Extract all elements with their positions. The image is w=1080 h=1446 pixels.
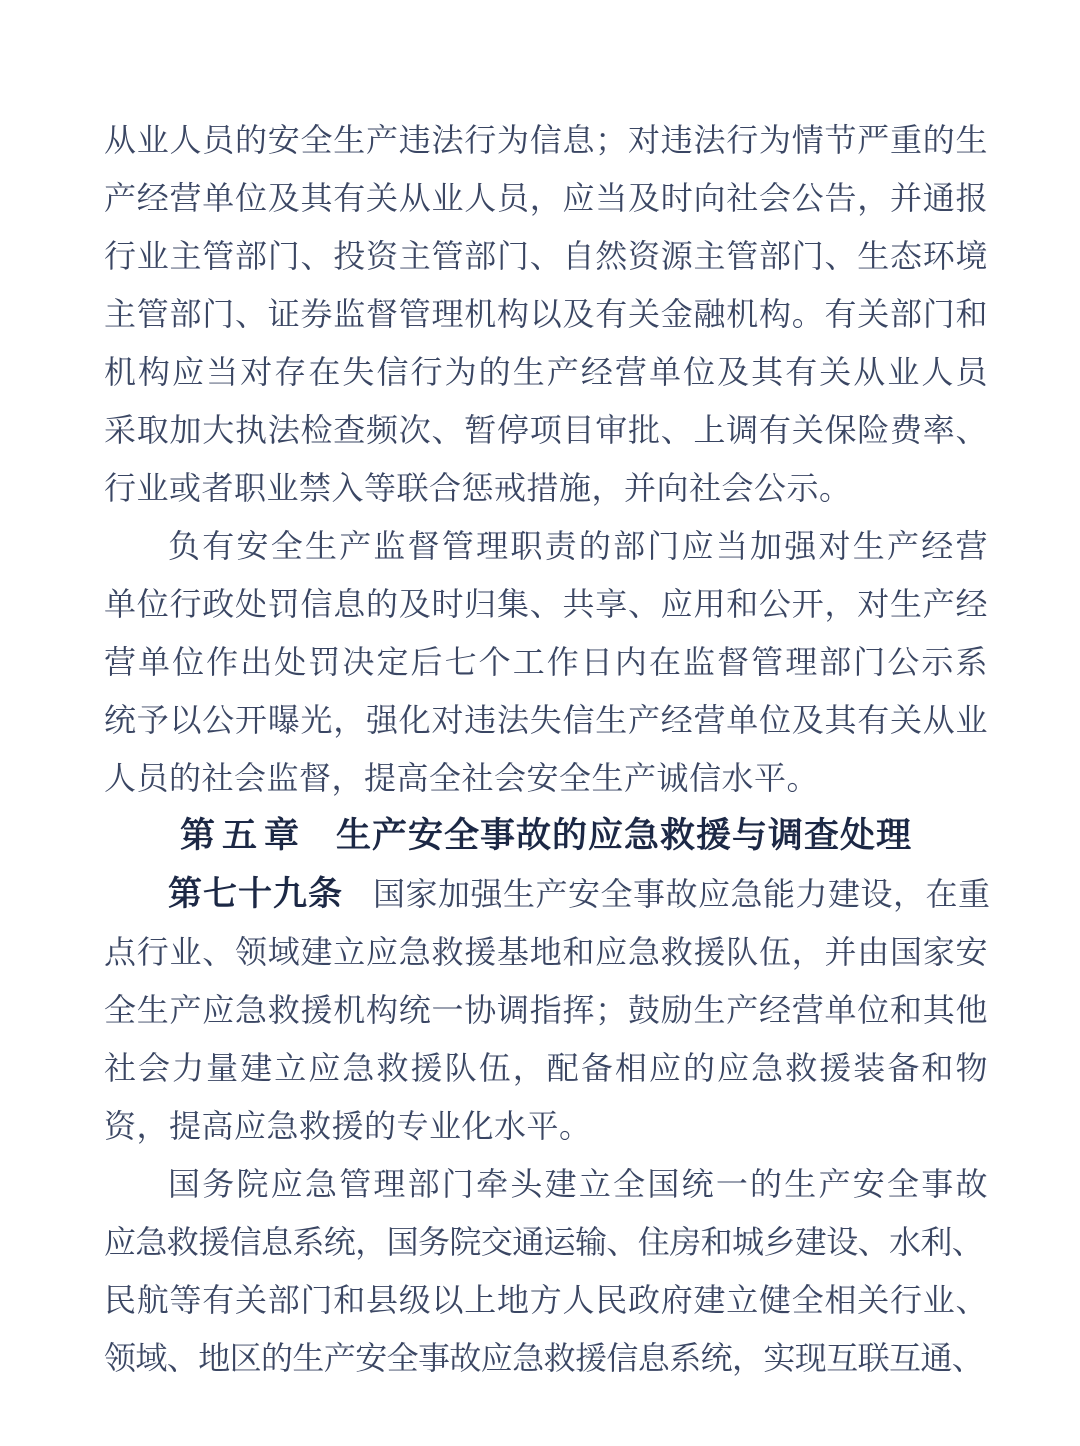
paragraph4-line-1: 国务院应急管理部门牵头建立全国统一的生产安全事故 <box>168 1166 988 1202</box>
chapter-title: 生产安全事故的应急救援与调查处理 <box>336 816 913 855</box>
paragraph1-line-7: 行业或者职业禁入等联合惩戒措施，并向社会公示。 <box>104 470 852 506</box>
paragraph2-line-4: 统予以公开曝光，强化对违法失信生产经营单位及其有关从业 <box>104 702 988 738</box>
paragraph2-line-2: 单位行政处罚信息的及时归集、共享、应用和公开，对生产经 <box>104 586 988 622</box>
paragraph1-line-4: 主管部门、证券监督管理机构以及有关金融机构。有关部门和 <box>104 296 988 332</box>
article79-line-4: 社会力量建立应急救援队伍，配备相应的应急救援装备和物 <box>104 1050 988 1086</box>
paragraph2-line-3: 营单位作出处罚决定后七个工作日内在监督管理部门公示系 <box>104 644 988 680</box>
paragraph1-line-5: 机构应当对存在失信行为的生产经营单位及其有关从业人员 <box>104 354 988 390</box>
paragraph4-line-4: 领域、地区的生产安全事故应急救援信息系统，实现互联互通、 <box>104 1340 984 1376</box>
article79-line-1-text: 国家加强生产安全事故应急能力建设，在重 <box>373 876 991 912</box>
chapter-number: 第五章 <box>179 816 306 855</box>
paragraph1-line-3: 行业主管部门、投资主管部门、自然资源主管部门、生态环境 <box>104 238 988 274</box>
paragraph2-line-5: 人员的社会监督，提高全社会安全生产诚信水平。 <box>104 760 820 796</box>
article79-line-3: 全生产应急救援机构统一协调指挥；鼓励生产经营单位和其他 <box>104 992 988 1028</box>
paragraph2-line-1: 负有安全生产监督管理职责的部门应当加强对生产经营 <box>168 528 988 564</box>
paragraph1-line-6: 采取加大执法检查频次、暂停项目审批、上调有关保险费率、 <box>104 412 988 448</box>
article79-line-2: 点行业、领域建立应急救援基地和应急救援队伍，并由国家安 <box>104 934 988 970</box>
text-block <box>104 111 991 1387</box>
paragraph4-line-2: 应急救援信息系统，国务院交通运输、住房和城乡建设、水利、 <box>104 1224 984 1260</box>
article79-line-5: 资，提高应急救援的专业化水平。 <box>104 1108 592 1144</box>
paragraph1-line-2: 产经营单位及其有关从业人员，应当及时向社会公告，并通报 <box>104 180 988 216</box>
paragraph1-line-1: 从业人员的安全生产违法行为信息；对违法行为情节严重的生 <box>104 122 988 158</box>
paragraph4-line-3: 民航等有关部门和县级以上地方人民政府建立健全相关行业、 <box>104 1282 988 1318</box>
article79-line-1 <box>104 865 991 923</box>
article-number-label: 第七十九条 <box>168 875 343 913</box>
chapter-heading <box>104 807 988 865</box>
